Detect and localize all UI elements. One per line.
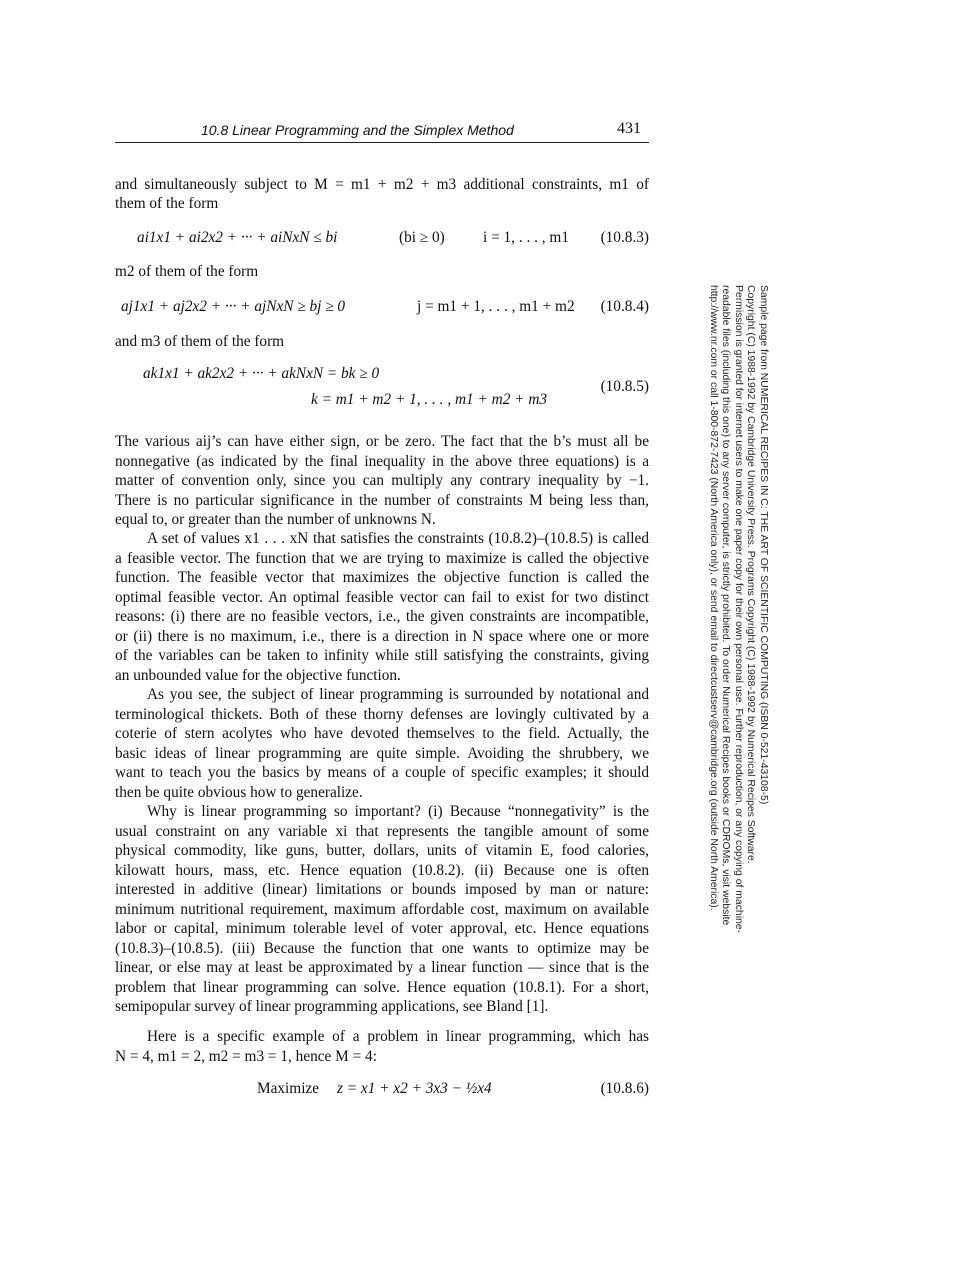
eq-expression: z = x1 + x2 + 3x3 − ½x4 <box>337 1080 492 1097</box>
section-title: 10.8 Linear Programming and the Simplex Method <box>201 122 514 138</box>
text-line: matter of convention only, since you can multiply any contrary inequality by −1. <box>115 472 649 489</box>
text-line: equal to, or greater than the number of unknowns N. <box>115 511 436 528</box>
text-line: linear, or else may at least be approximated by a linear function — since that is the <box>115 959 649 976</box>
eq-condition: (bi ≥ 0) <box>399 229 445 246</box>
text-line: labor or capital, minimum tolerable level of voter approval, etc. Hence equations <box>115 920 649 937</box>
text-line: (10.8.3)–(10.8.5). (iii) Because the function that one wants to optimize may be <box>115 939 649 957</box>
eq-line-2: k = m1 + m2 + 1, . . . , m1 + m2 + m3 <box>311 391 548 408</box>
equation-10-8-5 <box>115 364 649 412</box>
text-line: terminological thickets. Both of these thorny defenses are lovingly cultivated by a <box>115 705 649 723</box>
equation-number: (10.8.5) <box>600 378 649 395</box>
text-line: reasons: (i) there are no feasible vectors, i.e., the given constraints are incompatible, <box>115 608 649 625</box>
text-line: nonnegative (as indicated by the final inequality in the above three equations) is a <box>115 452 649 470</box>
m2-text: m2 of them of the form <box>115 263 259 280</box>
equation-number: (10.8.6) <box>600 1080 649 1097</box>
text-line: coterie of stern acolytes who have devoted themselves to the field. Actually, the <box>115 725 649 742</box>
main-text-column <box>115 172 649 1102</box>
equation-10-8-4 <box>115 297 649 317</box>
text-line: an unbounded value for the objective function. <box>115 666 401 684</box>
text-line: or (ii) there is no maximum, i.e., there is a direction in N space where one or more <box>115 627 649 645</box>
eq-lhs: ai1x1 + ai2x2 + ··· + aiNxN ≤ bi <box>137 229 338 246</box>
text-line: usual constraint on any variable xi that represents the tangible amount of some <box>115 822 649 840</box>
eq-range: i = 1, . . . , m1 <box>483 229 569 246</box>
running-header <box>115 120 649 143</box>
copyright-text-rotated <box>706 285 769 985</box>
text-line: basic ideas of linear programming are quite simple. Avoiding the shrubbery, we <box>115 744 649 762</box>
text-line: A set of values x1 . . . xN that satisfies the constraints (10.8.2)–(10.8.5) is called <box>147 530 649 547</box>
eq-label: Maximize <box>257 1080 320 1097</box>
equation-number: (10.8.4) <box>600 298 649 315</box>
text-line: Here is a specific example of a problem in linear programming, which has <box>147 1028 649 1045</box>
text-line: There is no particular significance in the number of constraints M being less than, <box>115 491 649 509</box>
sidebar-line: Permission is granted for internet users to make one paper copy for their own personal use. Further reproduction, or any copying of machine- <box>732 285 744 934</box>
text-line: function. The feasible vector that maximizes the objective function is called the <box>115 569 649 586</box>
text-line: interested in additive (linear) limitations or bounds imposed by man or nature: <box>115 881 649 898</box>
equation-10-8-6 <box>115 1079 649 1101</box>
sidebar-line: Copyright (C) 1988-1992 by Cambridge University Press. Programs Copyright (C) 1988-1992 by Numerical Recipes Software. <box>745 285 757 864</box>
text-line: The various aij’s can have either sign, or be zero. The fact that the b’s must all be <box>115 433 649 450</box>
intro-line-2: them of the form <box>115 195 219 212</box>
text-line: then be quite obvious how to generalize. <box>115 783 363 801</box>
text-line: N = 4, m1 = 2, m2 = m3 = 1, hence M = 4: <box>115 1047 377 1065</box>
text-line: As you see, the subject of linear programming is surrounded by notational and <box>147 686 649 703</box>
page-number: 431 <box>617 120 641 137</box>
text-line: kilowatt hours, mass, etc. Hence equation (10.8.2). (ii) Because one is often <box>115 861 649 879</box>
text-line: problem that linear programming can solve. Hence equation (10.8.1). For a short, <box>115 978 649 996</box>
text-line: optimal feasible vector. An optimal feasible vector can fail to exist for two distinct <box>115 588 649 606</box>
eq-line-1: ak1x1 + ak2x2 + ··· + akNxN = bk ≥ 0 <box>143 365 380 382</box>
intro-line-1: and simultaneously subject to M = m1 + m2 + m3 additional constraints, m1 of <box>115 176 649 193</box>
copyright-sidebar <box>693 285 783 985</box>
sidebar-line: readable files (including this one) to any server computer, is strictly prohibited. To order Numerical Recipes books or CDROMs, visit website <box>720 285 732 926</box>
sidebar-line: http://www.nr.com or call 1-800-872-7423 (North America only), or send email to directcustserv@cambridge.org (outside North America). <box>707 285 719 911</box>
text-line: minimum nutritional requirement, maximum affordable cost, maximum on available <box>115 900 649 918</box>
text-line: a feasible vector. The function that we are trying to maximize is called the objective <box>115 549 649 567</box>
text-line: Why is linear programming so important? (i) Because “nonnegativity” is the <box>147 803 649 820</box>
text-line: of the variables can be taken to infinity while still satisfying the constraints, giving <box>115 647 649 664</box>
m3-text: and m3 of them of the form <box>115 333 285 350</box>
equation-10-8-3 <box>115 228 649 248</box>
text-line: physical commodity, like guns, butter, dollars, units of vitamin E, food calories, <box>115 842 649 859</box>
sidebar-line: Sample page from NUMERICAL RECIPES IN C: THE ART OF SCIENTIFIC COMPUTING (ISBN 0-521-43108-5) <box>758 285 769 805</box>
text-line: semipopular survey of linear programming applications, see Bland [1]. <box>115 998 549 1015</box>
eq-range: j = m1 + 1, . . . , m1 + m2 <box>417 298 575 315</box>
eq-lhs: aj1x1 + aj2x2 + ··· + ajNxN ≥ bj ≥ 0 <box>121 298 346 315</box>
equation-number: (10.8.3) <box>600 229 649 246</box>
text-line: want to teach you the basics by means of a couple of specific examples; it should <box>115 764 649 781</box>
